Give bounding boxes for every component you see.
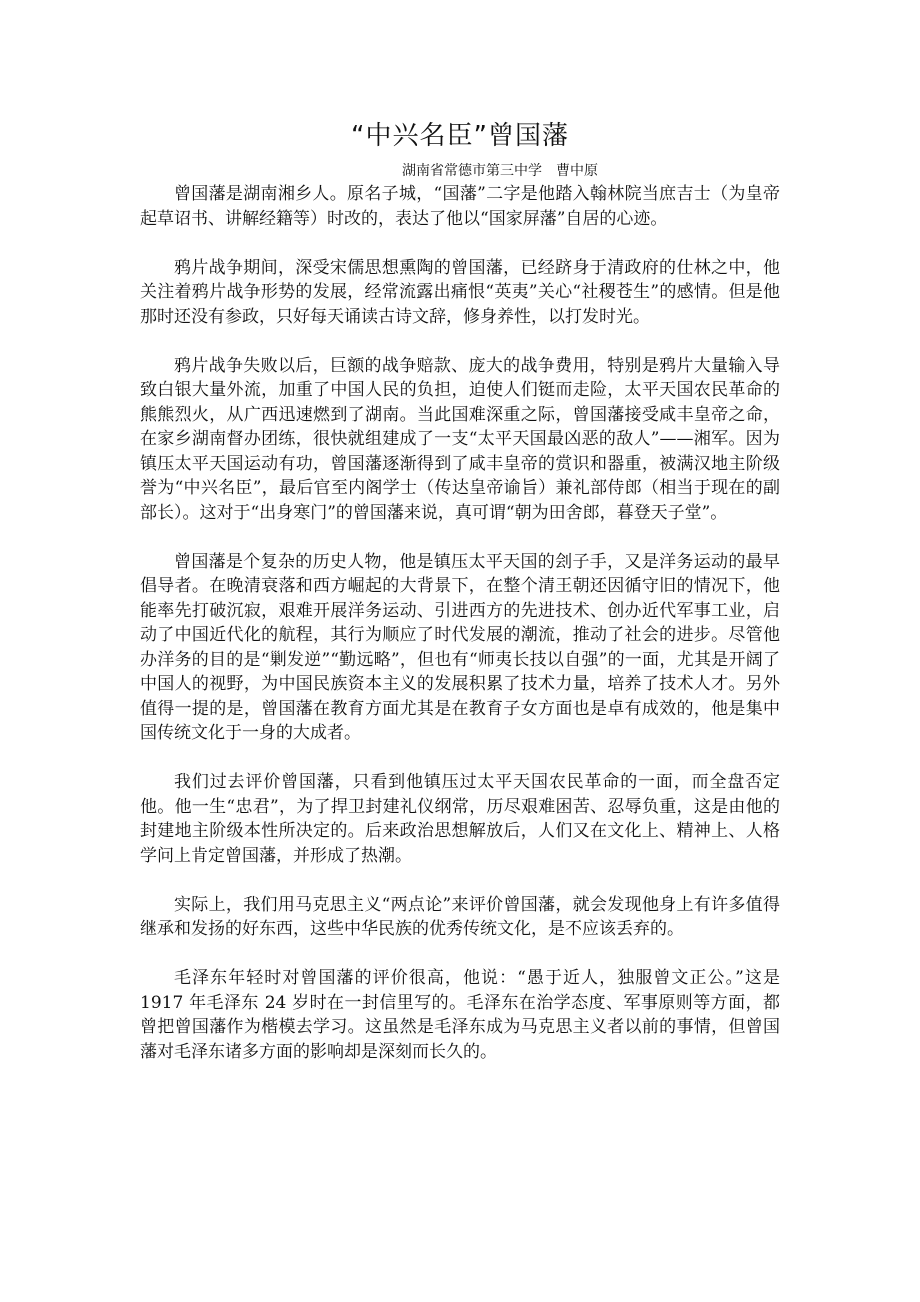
document-page (140, 118, 780, 1089)
paragraph-7: 毛泽东年轻时对曾国藩的评价很高，他说：“愚于近人，独服曾文正公。”这是 1917 年毛泽东 24 岁时在一封信里写的。毛泽东在治学态度、军事原则等方面，都曾把曾国藩作为楷模去学习。这虽然是毛泽东成为马克思主义者以前的事情，但曾国藩对毛泽东诸多方面的影响却是深刻而长久的。 (140, 968, 780, 1062)
paragraph-3: 鸦片战争失败以后，巨额的战争赔款、庞大的战争费用，特别是鸦片大量输入导致白银大量外流，加重了中国人民的负担，迫使人们铤而走险，太平天国农民革命的熊熊烈火，从广西迅速燃到了湖南。当此国难深重之际，曾国藩接受咸丰皇帝之命，在家乡湖南督办团练，很快就组建成了一支“太平天国最凶恶的敌人”——湘军。因为镇压太平天国运动有功，曾国藩逐渐得到了咸丰皇帝的赏识和器重，被满汉地主阶级誉为“中兴名臣”，最后官至内阁学士（传达皇帝谕旨）兼礼部侍郎（相当于现在的副部长）。这对于“出身寒门”的曾国藩来说，真可谓“朝为田舍郎，暮登天子堂”。 (140, 355, 780, 523)
paragraph-2: 鸦片战争期间，深受宋儒思想熏陶的曾国藩，已经跻身于清政府的仕林之中，他关注着鸦片战争形势的发展，经常流露出痛恨“英夷”关心“社稷苍生”的感情。但是他那时还没有参政，只好每天诵读古诗文辞，修身养性，以打发时光。 (140, 257, 780, 327)
paragraph-1: 曾国藩是湖南湘乡人。原名子城，“国藩”二字是他踏入翰林院当庶吉士（为皇帝起草诏书、讲解经籍等）时改的，表达了他以“国家屏藩”自居的心迹。 (140, 184, 780, 229)
paragraph-6: 实际上，我们用马克思主义“两点论”来评价曾国藩，就会发现他身上有许多值得继承和发扬的好东西，这些中华民族的优秀传统文化，是不应该丢弃的。 (140, 894, 780, 939)
document-title: “中兴名臣”曾国藩 (351, 121, 569, 151)
author-line: 湖南省常德市第三中学 曹中原 (402, 163, 598, 179)
paragraph-5: 我们过去评价曾国藩，只看到他镇压过太平天国农民革命的一面，而全盘否定他。他一生“忠君”，为了捍卫封建礼仪纲常，历尽艰难困苦、忍辱负重，这是由他的封建地主阶级本性所决定的。后来政治思想解放后，人们又在文化上、精神上、人格学问上肯定曾国藩，并形成了热潮。 (140, 772, 780, 866)
paragraph-4: 曾国藩是个复杂的历史人物，他是镇压太平天国的刽子手，又是洋务运动的最早倡导者。在晚清衰落和西方崛起的大背景下，在整个清王朝还因循守旧的情况下，他能率先打破沉寂，艰难开展洋务运动、引进西方的先进技术、创办近代军事工业，启动了中国近代化的航程，其行为顺应了时代发展的潮流，推动了社会的进步。尽管他办洋务的目的是“剿发逆”“勤远略”，但也有“师夷长技以自强”的一面，尤其是开阔了中国人的视野，为中国民族资本主义的发展积累了技术力量，培养了技术人才。另外值得一提的是，曾国藩在教育方面尤其是在教育子女方面也是卓有成效的，他是集中国传统文化于一身的大成者。 (140, 551, 780, 743)
